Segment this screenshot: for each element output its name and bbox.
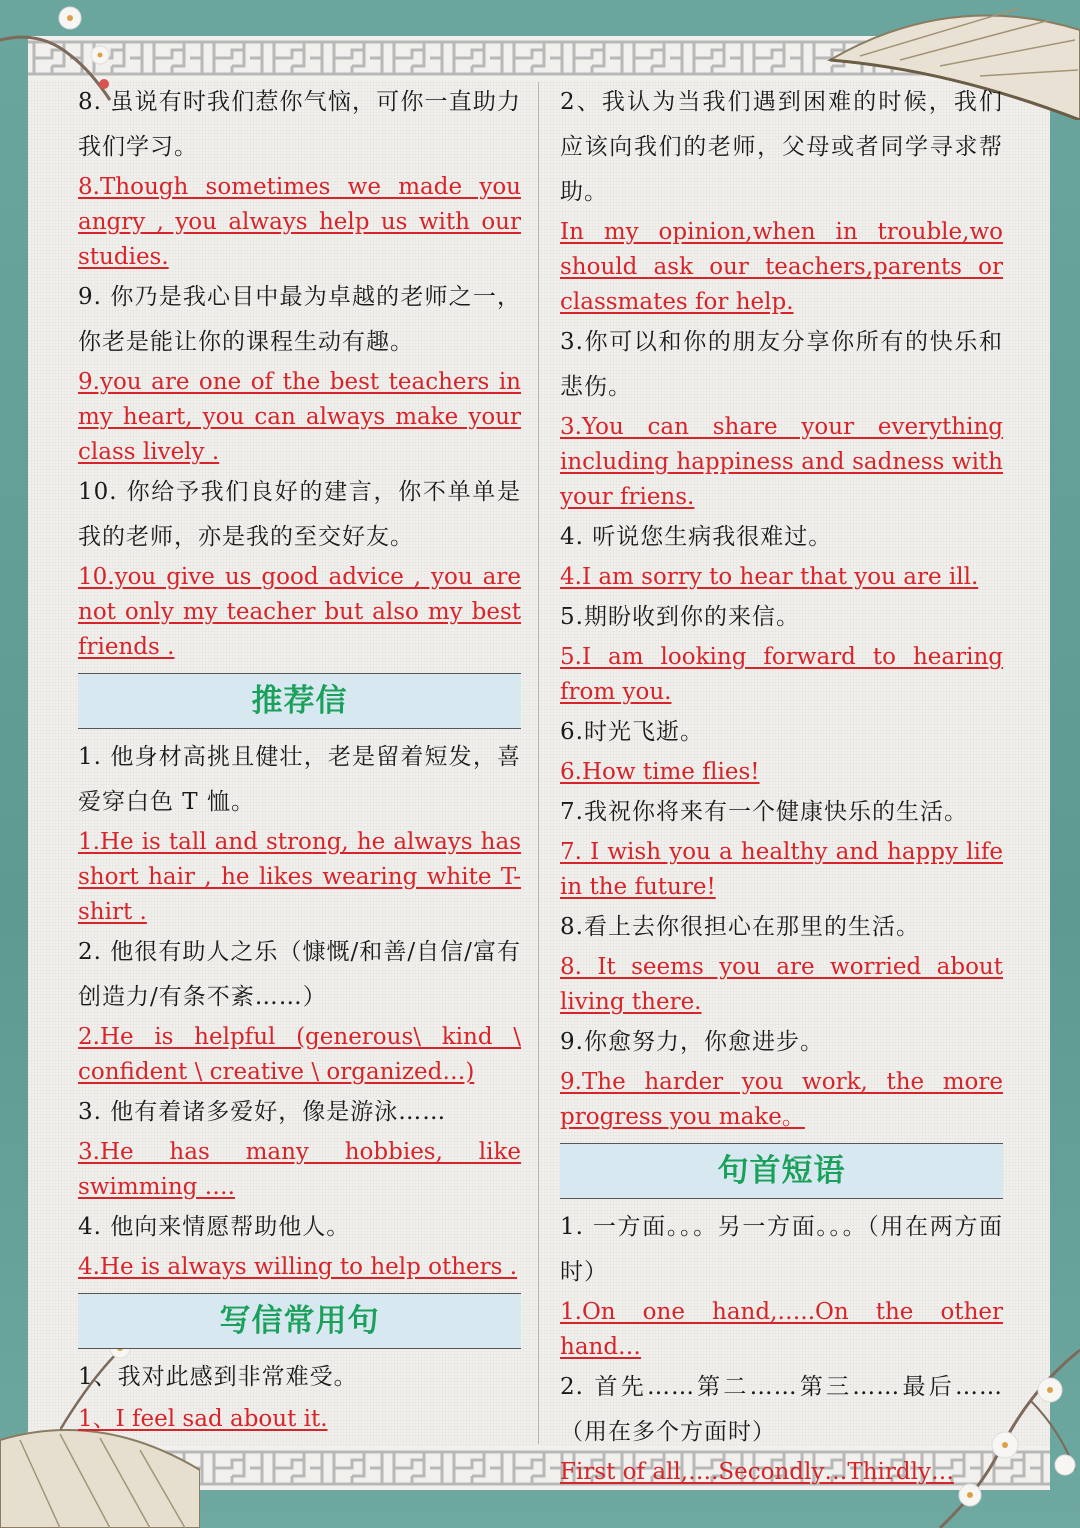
sentence-en: 9.you are one of the best teachers in my heart, you can always make your class lively . (78, 369, 521, 465)
sentence-zh: 1. 一方面。。。另一方面。。。（用在两方面时） (560, 1214, 1003, 1285)
sentence-en: 3.He has many hobbies, like swimming …. (78, 1139, 521, 1200)
sentence-zh: 8.看上去你很担心在那里的生活。 (560, 914, 920, 940)
sentence-zh: 7.我祝你将来有一个健康快乐的生活。 (560, 799, 968, 825)
sentence-en: 9.The harder you work, the more progress you make。 (560, 1069, 1003, 1130)
sentence-en: 8.Though sometimes we made you angry , you always help us with our studies. (78, 174, 521, 270)
right-column (560, 80, 1003, 1490)
sentence-zh: 8. 虽说有时我们惹你气恼，可你一直助力我们学习。 (78, 89, 521, 160)
sentence-zh: 1、我对此感到非常难受。 (78, 1364, 358, 1390)
sentence-zh: 9. 你乃是我心目中最为卓越的老师之一，你老是能让你的课程生动有趣。 (78, 284, 521, 355)
sentence-zh: 5.期盼收到你的来信。 (560, 604, 800, 630)
section-heading-recommendation-letter: 推荐信 (78, 673, 521, 729)
sentence-zh: 4. 听说您生病我很难过。 (560, 524, 833, 550)
sentence-en: First of all,….Secondly…Thirdly… (560, 1459, 954, 1485)
sentence-en: 8. It seems you are worried about living there. (560, 954, 1003, 1015)
sentence-zh: 6.时光飞逝。 (560, 719, 704, 745)
sentence-en: 7. I wish you a healthy and happy life in the future! (560, 839, 1003, 900)
sentence-en: 4.I am sorry to hear that you are ill. (560, 564, 979, 590)
section-heading-opening-phrases: 句首短语 (560, 1143, 1003, 1199)
sentence-en: 1、I feel sad about it. (78, 1406, 328, 1432)
sentence-zh: 9.你愈努力，你愈进步。 (560, 1029, 824, 1055)
sentence-en: 1.On one hand,…..On the other hand… (560, 1299, 1003, 1360)
sentence-en: 1.He is tall and strong, he always has short hair , he likes wearing white T-shirt . (78, 829, 521, 925)
sentence-zh: 2. 首先……第二……第三……最后……（用在多个方面时） (560, 1374, 1003, 1445)
section-heading-letter-phrases: 写信常用句 (78, 1293, 521, 1349)
sentence-en: 3.You can share your everything including happiness and sadness with your friens. (560, 414, 1003, 510)
sentence-en: 6.How time flies! (560, 759, 760, 785)
sentence-zh: 2. 他很有助人之乐（慷慨/和善/自信/富有创造力/有条不紊……） (78, 939, 521, 1010)
sentence-zh: 3.你可以和你的朋友分享你所有的快乐和悲伤。 (560, 329, 1003, 400)
sentence-zh: 4. 他向来情愿帮助他人。 (78, 1214, 351, 1240)
sentence-en: 10.you give us good advice , you are not only my teacher but also my best friends . (78, 564, 521, 660)
sentence-en: In my opinion,when in trouble,wo should ask our teachers,parents or classmates for help. (560, 219, 1003, 315)
sentence-en: 4.He is always willing to help others . (78, 1254, 518, 1280)
sentence-zh: 3. 他有着诸多爱好，像是游泳…… (78, 1099, 447, 1125)
sentence-en: 5.I am looking forward to hearing from you. (560, 644, 1003, 705)
sentence-zh: 1. 他身材高挑且健壮，老是留着短发，喜爱穿白色 T 恤。 (78, 744, 521, 815)
sentence-en: 2.He is helpful (generous\ kind \ confident \ creative \ organized…) (78, 1024, 521, 1085)
left-column (78, 80, 521, 1437)
sentence-zh: 10. 你给予我们良好的建言，你不单单是我的老师，亦是我的至交好友。 (78, 479, 521, 550)
sentence-zh: 2、我认为当我们遇到困难的时候，我们应该向我们的老师，父母或者同学寻求帮助。 (560, 89, 1003, 205)
column-divider (538, 82, 539, 1444)
